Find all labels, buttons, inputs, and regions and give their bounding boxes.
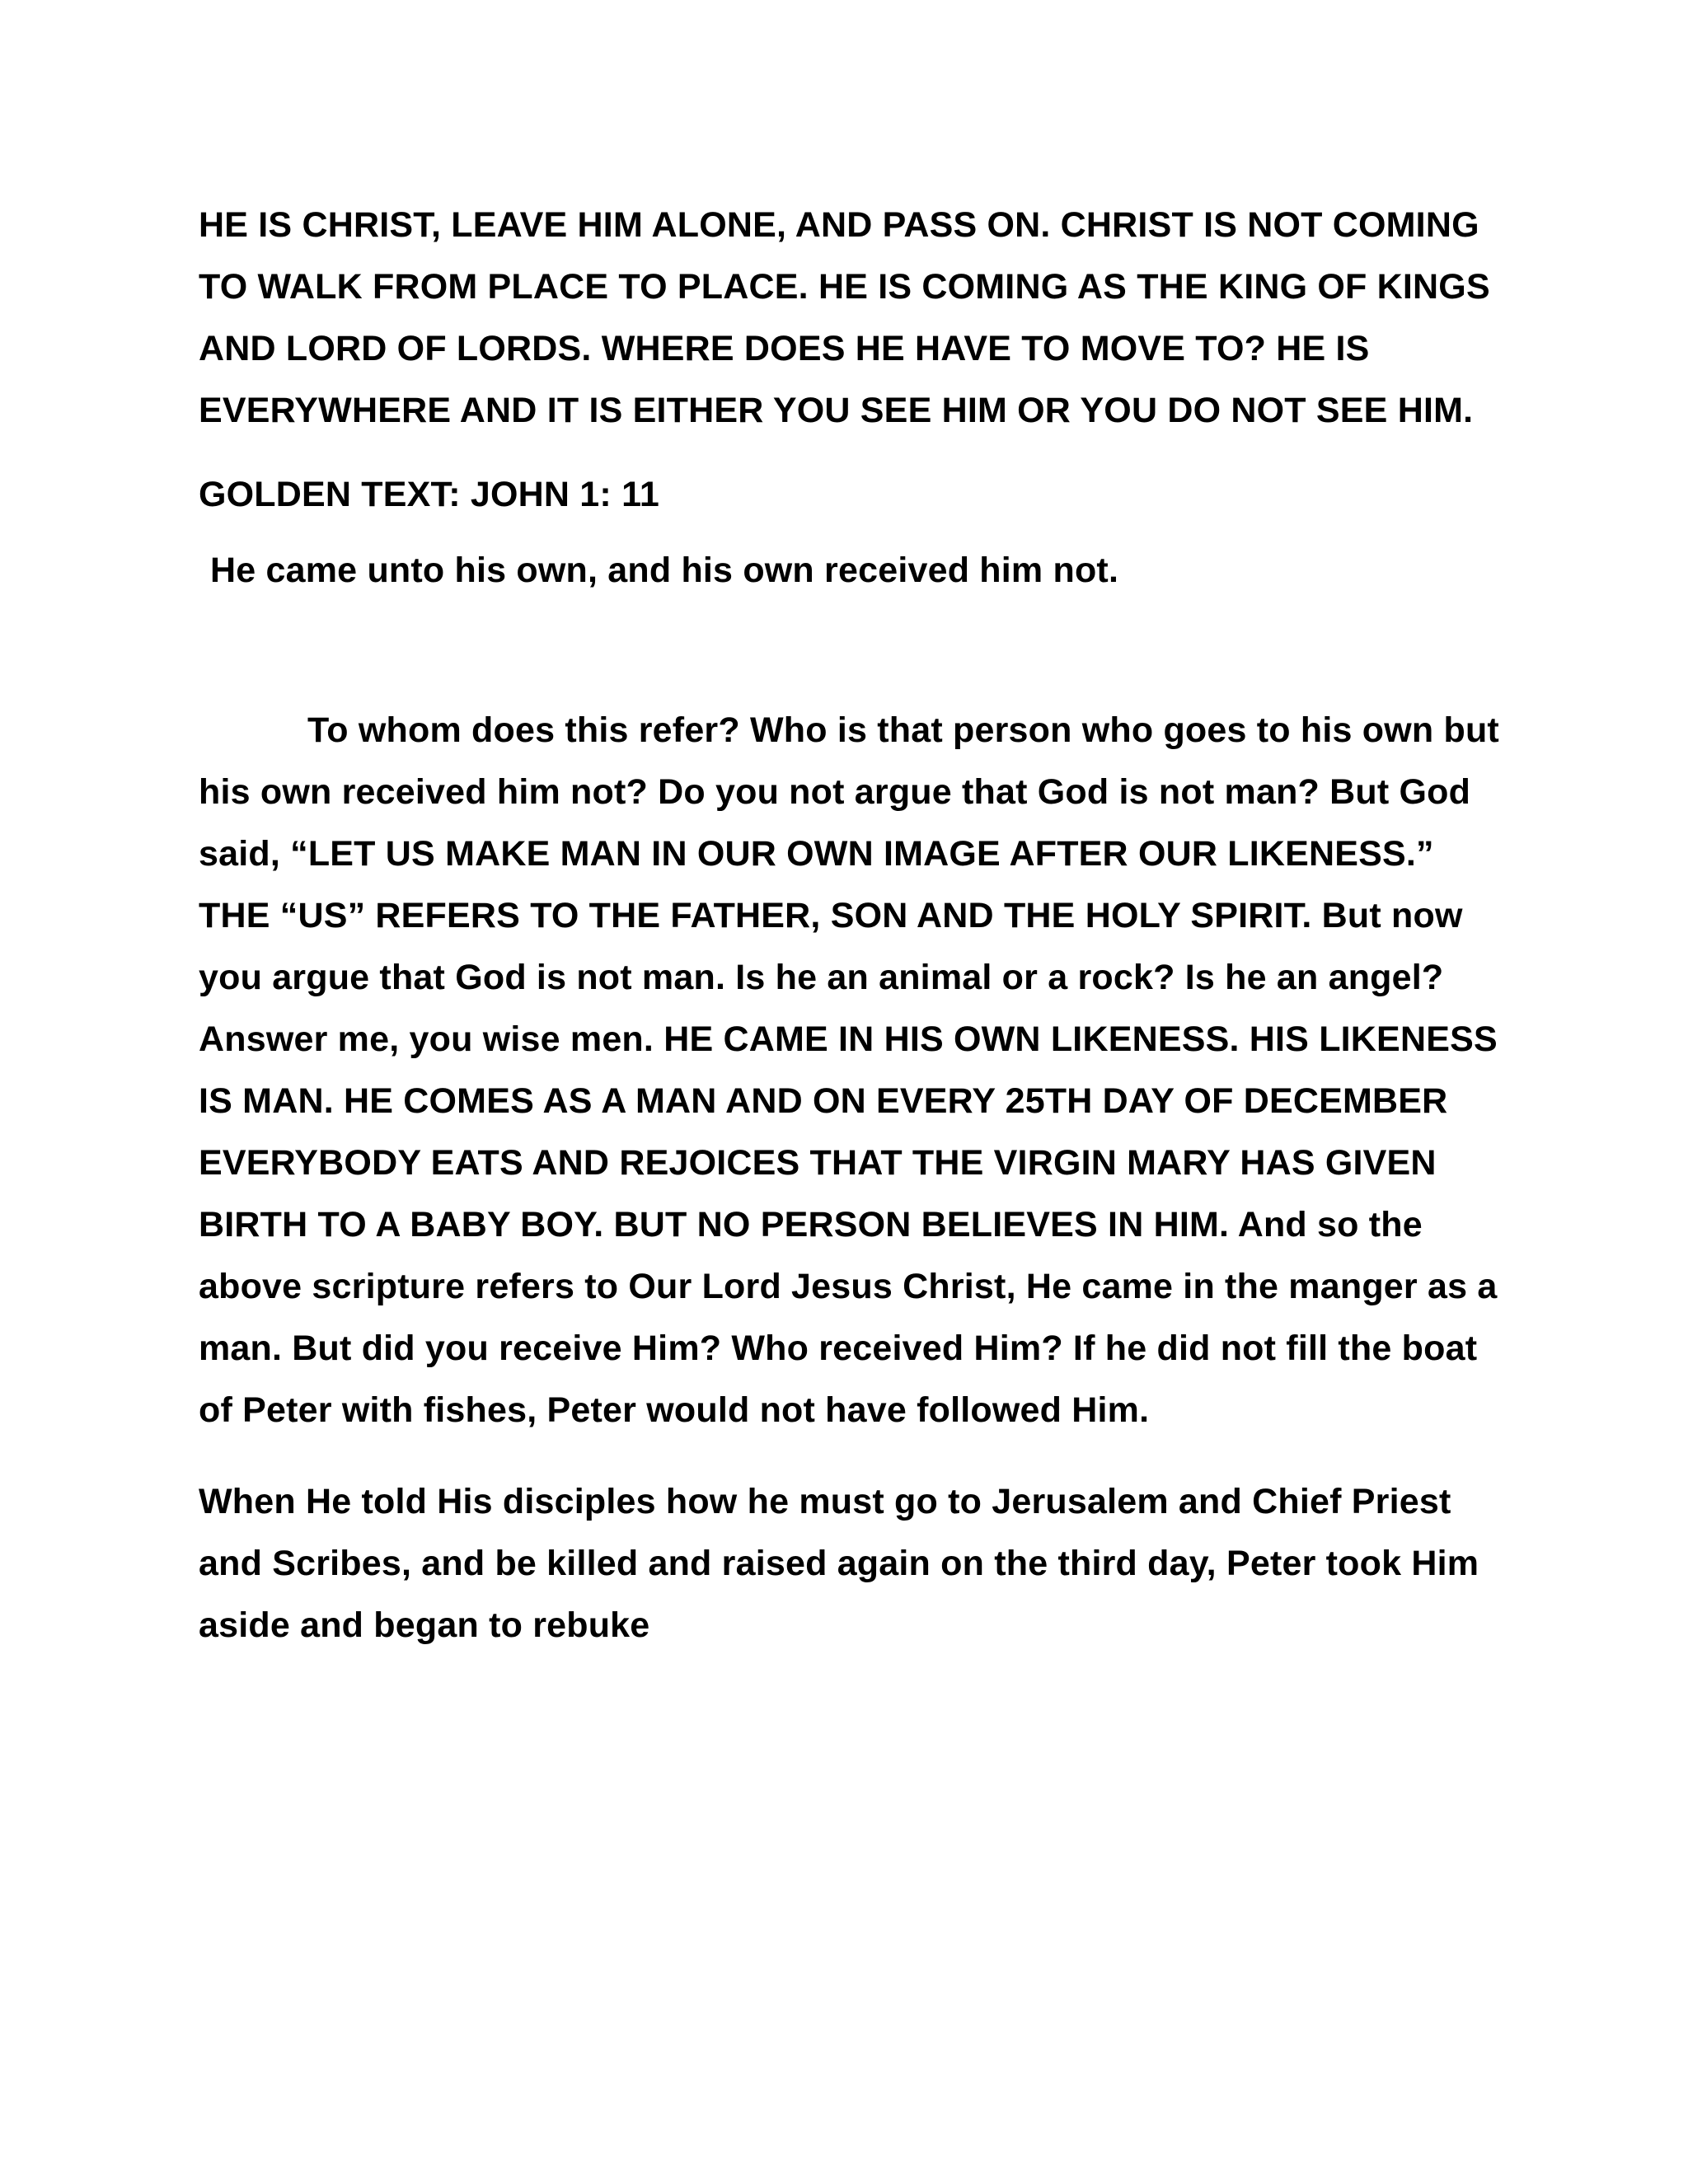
intro-paragraph: HE IS CHRIST, LEAVE HIM ALONE, AND PASS ON. CHRIST IS NOT COMING TO WALK FROM PLACE TO PLACE. HE IS COMING AS THE KING OF KINGS AND LORD OF LORDS. WHERE DOES HE HAVE TO MOVE TO? HE IS EVERYWHERE AND IT IS EITHER YOU SEE HIM OR YOU DO NOT SEE HIM. bbox=[199, 205, 1490, 430]
final-paragraph: When He told His disciples how he must go to Jerusalem and Chief Priest and Scribes, and be killed and raised again on the third day, Peter took Him aside and began to rebuke bbox=[199, 1482, 1479, 1645]
golden-text-heading: GOLDEN TEXT: JOHN 1: 11 bbox=[199, 475, 659, 514]
document-body bbox=[199, 194, 1501, 1657]
body-paragraph: To whom does this refer? Who is that person who goes to his own but his own received him not? Do you not argue that God is not man? But God said, “LET US MAKE MAN IN OUR OWN IMAGE AFTER OUR LIKENESS.” THE “US” REFERS TO THE FATHER, SON AND THE HOLY SPIRIT. But now you argue that God is not man. Is he an animal or a rock? Is he an angel? Answer me, you wise men. HE CAME IN HIS OWN LIKENESS. HIS LIKENESS IS MAN. HE COMES AS A MAN AND ON EVERY 25TH DAY OF DECEMBER EVERYBODY EATS AND REJOICES THAT THE VIRGIN MARY HAS GIVEN BIRTH TO A BABY BOY. BUT NO PERSON BELIEVES IN HIM. And so the above scripture refers to Our Lord Jesus Christ, He came in the manger as a man. But did you receive Him? Who received Him? If he did not fill the boat of Peter with fishes, Peter would not have followed Him. bbox=[199, 710, 1499, 1430]
scripture-verse: He came unto his own, and his own received him not. bbox=[210, 551, 1119, 590]
